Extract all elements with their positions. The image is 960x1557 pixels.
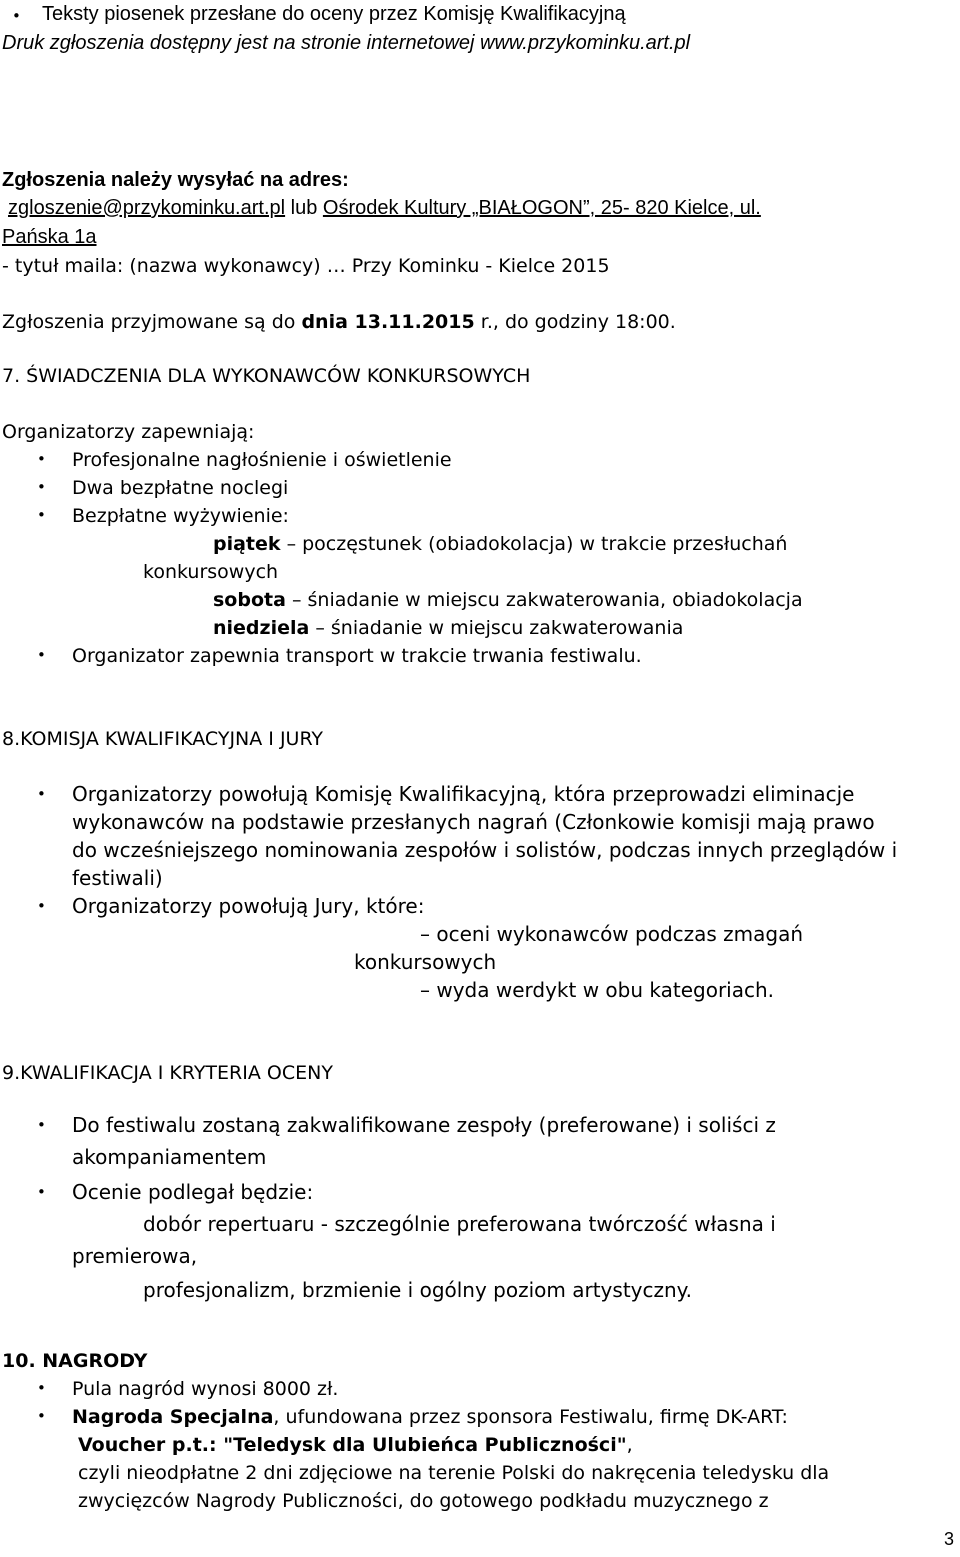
org-link[interactable]: Ośrodek Kultury „BIAŁOGON”, 25- 820 Kielce, ul. (322, 197, 761, 219)
form-note: Druk zgłoszenia dostępny jest na stronie internetowej www.przykominku.art.pl (2, 32, 691, 54)
deadline-post: r., do godziny 18:00. (474, 311, 676, 333)
s8-item1-line3: do wcześniejszego nominowania zespołów i solistów, podczas innych przeglądów i (72, 838, 898, 862)
street-link[interactable]: Pańska 1a (2, 226, 97, 248)
submission-heading: Zgłoszenia należy wysyłać na adres: (2, 169, 349, 191)
s8-item1-line4: festiwali) (72, 866, 163, 890)
section8-title: 8.KOMISJA KWALIFIKACYJNA I JURY (2, 728, 324, 750)
email-link[interactable]: zgloszenie@przykominku.art.pl (8, 197, 286, 219)
page-number: 3 (944, 1529, 955, 1549)
s8-item2: Organizatorzy powołują Jury, które: (72, 894, 425, 918)
bullet: • (37, 1183, 46, 1201)
subject-line: - tytuł maila: (nazwa wykonawcy) … Przy Kominku - Kielce 2015 (2, 255, 610, 277)
bullet: • (37, 478, 46, 496)
s9-item2: Ocenie podlegał będzie: (72, 1180, 314, 1204)
voucher-title: Voucher p.t.: "Teledysk dla Ulubieńca Publiczności" (78, 1434, 627, 1456)
section9-title: 9.KWALIFIKACJA I KRYTERIA OCENY (2, 1062, 333, 1084)
s10-item2 (72, 1405, 788, 1429)
section10-title: 10. NAGRODY (2, 1350, 148, 1372)
jury-line1: – oceni wykonawców podczas zmagań (420, 922, 804, 946)
deadline-line (2, 310, 676, 334)
bullet: • (37, 1407, 46, 1425)
criterion2: profesjonalizm, brzmienie i ogólny poziom artystyczny. (143, 1278, 693, 1302)
friday-cont: konkursowych (143, 561, 279, 583)
transport-item: Organizator zapewnia transport w trakcie trwania festiwalu. (72, 645, 642, 667)
saturday-text: – śniadanie w miejscu zakwaterowania, obiadokolacja (285, 589, 803, 611)
songs-note: Teksty piosenek przesłane do oceny przez Komisję Kwalifikacyjną (42, 3, 626, 25)
deadline-pre: Zgłoszenia przyjmowane są do (2, 311, 302, 333)
friday-line (213, 532, 787, 556)
bullet: • (37, 506, 46, 524)
bullet: • (37, 450, 46, 468)
submission-address-line (8, 196, 761, 220)
s10-line4: zwycięzców Nagrody Publiczności, do gotowego podkładu muzycznego z (78, 1490, 769, 1512)
bullet: • (37, 646, 46, 664)
criterion1-line1: dobór repertuaru - szczególnie preferowana twórczość własna i (143, 1212, 776, 1236)
bullet: • (37, 1116, 46, 1134)
special-prize-text: , ufundowana przez sponsora Festiwalu, firmę DK-ART: (273, 1406, 788, 1428)
bullet: • (37, 785, 46, 803)
criterion1-line2: premierowa, (72, 1244, 198, 1268)
bullet: • (37, 897, 46, 915)
bullet: • (12, 7, 21, 25)
s7-item-2: Dwa bezpłatne noclegi (72, 477, 289, 499)
special-prize-label: Nagroda Specjalna (72, 1406, 274, 1428)
s8-item1-line2: wykonawców na podstawie przesłanych nagrań (Członkowie komisji mają prawo (72, 810, 875, 834)
sunday-text: – śniadanie w miejscu zakwaterowania (309, 617, 684, 639)
sunday-line (213, 616, 683, 640)
s9-item1-line1: Do festiwalu zostaną zakwalifikowane zespoły (preferowane) i soliści z (72, 1113, 776, 1137)
sunday-label: niedziela (213, 617, 310, 639)
or-text: lub (285, 197, 323, 219)
s8-item1-line1: Organizatorzy powołują Komisję Kwalifikacyjną, która przeprowadzi eliminacje (72, 782, 855, 806)
jury-line2: konkursowych (354, 950, 497, 974)
deadline-date: dnia 13.11.2015 (301, 311, 475, 333)
s9-item1-line2: akompaniamentem (72, 1145, 267, 1169)
friday-text: – poczęstunek (obiadokolacja) w trakcie przesłuchań (280, 533, 788, 555)
s7-item-3: Bezpłatne wyżywienie: (72, 505, 289, 527)
voucher-line (78, 1433, 633, 1457)
section7-title: 7. ŚWIADCZENIA DLA WYKONAWCÓW KONKURSOWYCH (2, 365, 531, 387)
s7-item-1: Profesjonalne nagłośnienie i oświetlenie (72, 449, 452, 471)
section7-intro: Organizatorzy zapewniają: (2, 421, 255, 443)
bullet: • (37, 1379, 46, 1397)
saturday-line (213, 588, 803, 612)
s10-line3: czyli nieodpłatne 2 dni zdjęciowe na terenie Polski do nakręcenia teledysku dla (78, 1462, 830, 1484)
jury-line3: – wyda werdykt w obu kategoriach. (420, 978, 775, 1002)
saturday-label: sobota (213, 589, 286, 611)
s10-item1: Pula nagród wynosi 8000 zł. (72, 1378, 339, 1400)
friday-label: piątek (213, 533, 281, 555)
voucher-comma: , (626, 1434, 633, 1456)
